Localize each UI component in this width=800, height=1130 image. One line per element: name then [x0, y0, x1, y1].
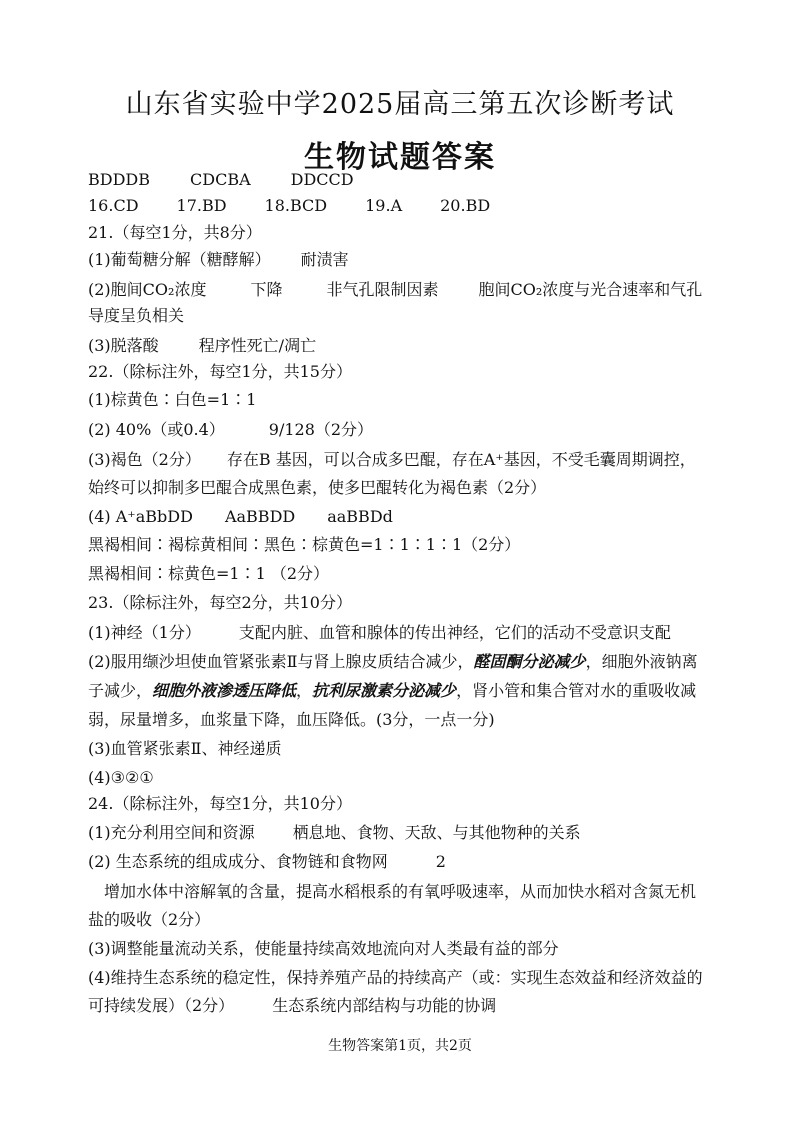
- q21-p2-answer-a: (2)胞间CO₂浓度: [88, 280, 207, 299]
- mc-answers-row: [88, 168, 728, 192]
- q22-part4-ratio2: 黑褐相间∶棕黄色=1∶1 （2分）: [88, 564, 330, 583]
- q21-part1: [88, 248, 728, 272]
- multi-answers-row: [88, 194, 728, 218]
- q22-part4-genotypes: [88, 505, 728, 529]
- mc-group-3: DDCCD: [290, 170, 354, 189]
- q21-p3-answer-a: (3)脱落酸: [88, 336, 159, 355]
- q24-part2-explanation-cont: 盐的吸收（2分）: [88, 910, 211, 929]
- page-title: 山东省实验中学2025届高三第五次诊断考试: [125, 89, 675, 120]
- q24-p2-answer-b: 2: [435, 852, 446, 871]
- q24-heading: 24.（除标注外，每空1分，共10分）: [88, 794, 352, 813]
- q22-p4-genotype-a: (4) A⁺aBbDD: [88, 507, 193, 526]
- q21-part2: [88, 278, 728, 302]
- q24-part1: [88, 821, 728, 845]
- q23-p2-text-a: (2)服用缬沙坦使血管紧张素Ⅱ与肾上腺皮质结合减少，: [88, 652, 474, 671]
- q21-p2-answer-c: 非气孔限制因素: [326, 280, 439, 299]
- q22-part3: [88, 448, 728, 472]
- q22-part4-ratio1: 黑褐相间∶褐棕黄相间∶黑色∶棕黄色=1∶1∶1∶1（2分）: [88, 535, 521, 554]
- q23-p2-text-d: 子减少，: [88, 681, 153, 700]
- answer-16: 16.CD: [88, 196, 139, 215]
- q22-p3-answer-a: (3)褐色（2分）: [88, 450, 201, 469]
- q22-p4-genotype-b: AaBBDD: [224, 507, 296, 526]
- answer-18: 18.BCD: [264, 196, 328, 215]
- q22-part2: [88, 418, 728, 442]
- q24-part2: [88, 850, 728, 874]
- q23-part2-line2: [88, 679, 728, 703]
- q24-p1-answer-a: (1)充分利用空间和资源: [88, 823, 255, 842]
- q23-p1-answer-b: 支配内脏、血管和腺体的传出神经，它们的活动不受意识支配: [238, 623, 671, 642]
- q23-part2-line1: [88, 650, 728, 674]
- q22-p3-answer-b: 存在B 基因，可以合成多巴醌，存在A⁺基因，不受毛囊周期调控，: [226, 450, 696, 469]
- q21-part3: [88, 334, 728, 358]
- q24-part4-line2: [88, 994, 728, 1018]
- q22-p4-genotype-c: aaBBDd: [327, 507, 393, 526]
- answer-20: 20.BD: [440, 196, 491, 215]
- q24-p4-answer-c: 生态系统内部结构与功能的协调: [272, 996, 497, 1015]
- q22-heading: 22.（除标注外，每空1分，共15分）: [88, 362, 352, 381]
- q24-p1-answer-b: 栖息地、食物、天敌、与其他物种的关系: [292, 823, 581, 842]
- q21-heading: 21.（每空1分，共8分）: [88, 223, 262, 242]
- answer-17: 17.BD: [176, 196, 227, 215]
- q22-p2-answer-a: (2) 40%（或0.4）: [88, 420, 225, 439]
- q22-part3-cont: 始终可以抑制多巴醌合成黑色素，使多巴醌转化为褐色素（2分）: [88, 478, 547, 497]
- page-footer: 生物答案第1页，共2页: [328, 1038, 472, 1054]
- q23-heading: 23.（除标注外，每空2分，共10分）: [88, 593, 352, 612]
- q22-p2-answer-b: 9/128（2分）: [268, 420, 374, 439]
- q24-p4-answer-b: 可持续发展）（2分）: [88, 996, 235, 1015]
- q23-part3: (3)血管紧张素Ⅱ、神经递质: [88, 739, 282, 758]
- q24-part4-line1: (4)维持生态系统的稳定性，保持养殖产品的持续高产（或：实现生态效益和经济效益的: [88, 968, 703, 987]
- q23-part4: (4)③②①: [88, 768, 154, 787]
- page-subtitle: 生物试题答案: [304, 140, 496, 175]
- q21-part2-cont: 导度呈负相关: [88, 306, 185, 325]
- q24-part3: (3)调整能量流动关系，使能量持续高效地流向对人类最有益的部分: [88, 939, 559, 958]
- q23-p2-text-c: ，细胞外液钠离: [585, 652, 698, 671]
- q21-p3-answer-b: 程序性死亡/凋亡: [198, 336, 317, 355]
- q21-p1-answer-a: (1)葡萄糖分解（糖酵解）: [88, 250, 271, 269]
- q23-part2-line3: 弱，尿量增多，血浆量下降，血压降低。(3分，一点一分): [88, 710, 495, 729]
- q23-p1-answer-a: (1)神经（1分）: [88, 623, 201, 642]
- answer-19: 19.A: [365, 196, 403, 215]
- q24-part2-explanation: 增加水体中溶解氧的含量，提高水稻根系的有氧呼吸速率，从而加快水稻对含氮无机: [104, 882, 697, 901]
- q24-p2-answer-a: (2) 生态系统的组成成分、食物链和食物网: [88, 852, 388, 871]
- q21-p2-answer-d: 胞间CO₂浓度与光合速率和气孔: [478, 280, 703, 299]
- q22-part1: (1)棕黄色∶白色=1∶1: [88, 390, 257, 409]
- q21-p1-answer-b: 耐渍害: [300, 250, 349, 269]
- q23-p2-emphasis-1: 醛固酮分泌减少: [473, 652, 586, 671]
- q23-p2-text-h: ，肾小管和集合管对水的重吸收减: [456, 681, 697, 700]
- mc-group-1: BDDDB: [88, 170, 150, 189]
- q21-p2-answer-b: 下降: [250, 280, 283, 299]
- q23-p2-emphasis-2: 细胞外液渗透压降低: [152, 681, 297, 700]
- q23-p2-emphasis-3: 抗利尿激素分泌减少: [312, 681, 457, 700]
- q23-part1: [88, 621, 728, 645]
- q23-p2-text-f: ，: [296, 681, 313, 700]
- mc-group-2: CDCBA: [190, 170, 251, 189]
